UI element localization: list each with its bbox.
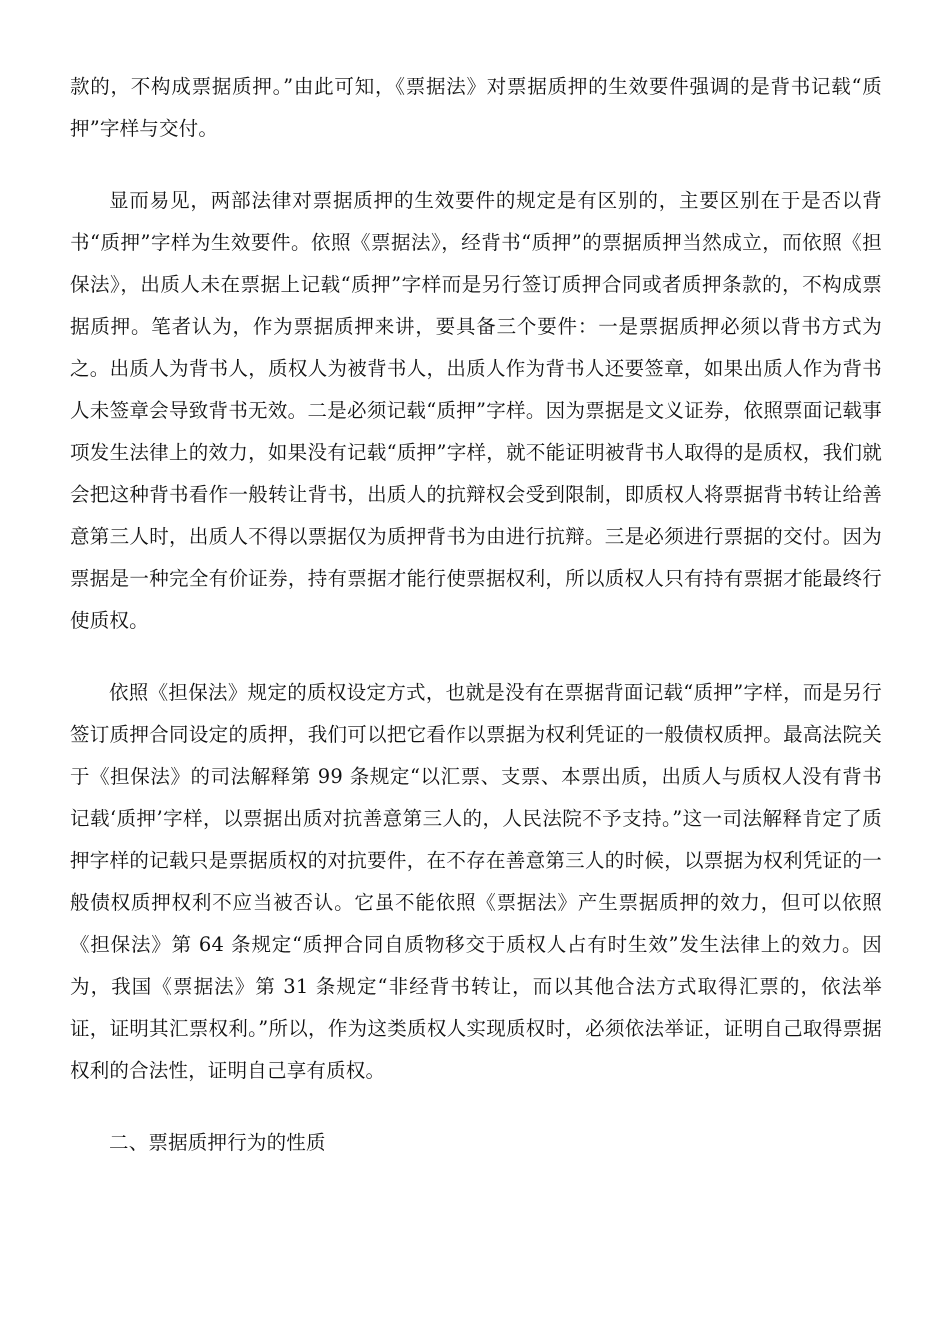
document-page <box>70 66 882 1164</box>
paragraph-continuation: 款的，不构成票据质押。”由此可知，《票据法》对票据质押的生效要件强调的是背书记载“质押”字样与交付。 <box>70 75 882 140</box>
paragraph-effectiveness-comparison: 显而易见，两部法律对票据质押的生效要件的规定是有区别的，主要区别在于是否以背书“质押”字样为生效要件。依照《票据法》，经背书“质押”的票据质押当然成立，而依照《担保法》，出质人未在票据上记载“质押”字样而是另行签订质押合同或者质押条款的，不构成票据质押。笔者认为，作为票据质押来讲，要具备三个要件：一是票据质押必须以背书方式为之。出质人为背书人，质权人为被背书人，出质人作为背书人还要签章，如果出质人作为背书人未签章会导致背书无效。二是必须记载“质押”字样。因为票据是文义证券，依照票面记载事项发生法律上的效力，如果没有记载“质押”字样，就不能证明被背书人取得的是质权，我们就会把这种背书看作一般转让背书，出质人的抗辩权会受到限制，即质权人将票据背书转让给善意第三人时，出质人不得以票据仅为质押背书为由进行抗辩。三是必须进行票据的交付。因为票据是一种完全有价证券，持有票据才能行使票据权利，所以质权人只有持有票据才能最终行使质权。 <box>70 189 882 632</box>
section-heading: 二、票据质押行为的性质 <box>109 1131 326 1154</box>
paragraph-guarantee-law-pledge: 依照《担保法》规定的质权设定方式，也就是没有在票据背面记载“质押”字样，而是另行签订质押合同设定的质押，我们可以把它看作以票据为权利凭证的一般债权质押。最高法院关于《担保法》的司法解释第 99 条规定“以汇票、支票、本票出质，出质人与质权人没有背书记载‘质押’字样，以票据出质对抗善意第三人的，人民法院不予支持。”这一司法解释肯定了质押字样的记载只是票据质权的对抗要件，在不存在善意第三人的时候，以票据为权利凭证的一般债权质押权利不应当被否认。它虽不能依照《票据法》产生票据质押的效力，但可以依照《担保法》第 64 条规定“质押合同自质物移交于质权人占有时生效”发生法律上的效力。因为，我国《票据法》第 31 条规定“非经背书转让，而以其他合法方式取得汇票的，依法举证，证明其汇票权利。”所以，作为这类质权人实现质权时，必须依法举证，证明自己取得票据权利的合法性，证明自己享有质权。 <box>70 681 882 1082</box>
